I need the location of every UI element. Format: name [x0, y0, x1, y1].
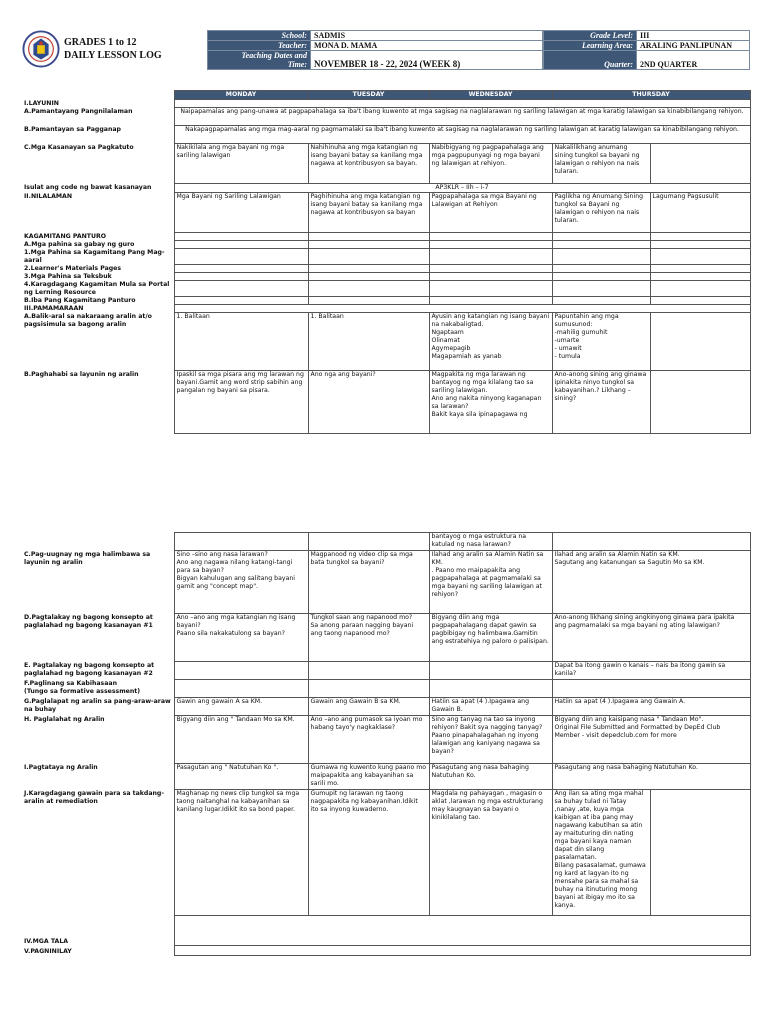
pagtalakay-1-thursday: Ano-anong likhang sining angkinyong ginawa para ipakita ang pagmamalaki sa mga bayani ng ating lalawigan? — [552, 614, 750, 662]
school-value: SADMIS — [311, 31, 543, 41]
day-thursday: THURSDAY — [552, 91, 750, 100]
label-pagtalakay-2: E. Pagtalakay ng bagong konsepto at paglalahad ng bagong kasanayan #2 — [22, 662, 174, 680]
teacher-value: MONA D. MAMA — [311, 41, 543, 51]
label-paglinang: F.Paglinang sa Kabihasaan (Tungo sa formative assessment) — [22, 680, 174, 698]
kasanayan-tuesday: Nahihinuha ang mga katangian ng isang bayani batay sa kanilang mga nagawa at kontribusyon sa bayan. — [308, 144, 429, 184]
balik-aral-wednesday: Ayusin ang katangian ng isang bayani na nakabaligtad. Ngaptaam Olinamat Agymepagib Magapamiah as yanab — [429, 313, 552, 371]
paglalapat-tuesday: Gawain ang Gawain B sa KM. — [308, 698, 429, 716]
pag-uugnay-thursday: Ilahad ang aralin sa Alamin Natin sa KM. Sagutang ang katanungan sa Sagutin Mo sa KM. — [552, 551, 750, 614]
label-teksbuk: 3.Mga Pahina sa Teksbuk — [22, 273, 174, 281]
karagdagang-gawain-thursday: Ang ilan sa ating mga mahal sa buhay tulad ni Tatay ,nanay ,ate, kuya mga kaibigan at iba pang may nagawang kabutihan sa atin ay maituturing din nating mga bayani kaya naman dapat din silang pasalamatan. Bilang pasasalamat, gumawa ng kard at lagyan ito ng mensahe para sa mahal sa buhay na itinuturing mong bayani at ibigay mo ito sa kanya. — [552, 790, 650, 916]
nilalaman-friday: Lagumang Pagsusulit — [650, 193, 750, 233]
paglalahat-tuesday: Ano –ano ang pumasok sa iyoan mo habang tayo'y nagkaklase? — [308, 716, 429, 764]
title-line-2: DAILY LESSON LOG — [64, 50, 162, 61]
kasanayan-friday — [650, 144, 750, 184]
label-pagtataya: I.Pagtataya ng Aralin — [22, 764, 174, 790]
info-table-right — [543, 30, 750, 70]
day-wednesday: WEDNESDAY — [429, 91, 552, 100]
school-label: School: — [208, 31, 311, 41]
paghahabi-monday: Ipaskil sa mga pisara ang mg larawan ng bayani.Gamit ang word strip sabihin ang pangalan ng bayani sa pisara. — [174, 371, 308, 434]
label-pagtalakay-1: D.Pagtalakay ng bagong konsepto at paglalahad ng bagong kasanayan #1 — [22, 614, 174, 662]
nilalaman-monday: Mga Bayani ng Sariling Lalawigan — [174, 193, 308, 233]
pagtalakay-1-tuesday: Tungkol saan ang napanood mo? Sa anong paraan nagging bayani ang taong napanood mo? — [308, 614, 429, 662]
balik-aral-monday: 1. Balitaan — [174, 313, 308, 371]
grade-label: Grade Level: — [544, 31, 637, 41]
karagdagang-gawain-monday: Maghanap ng news clip tungkol sa mga taong naitanghal na kabayanihan sa kanilang lugar.Idikit ito sa bond paper. — [174, 790, 308, 916]
pamantayan-pangnilalaman-text: Naipapamalas ang pang-unawa at pagpapahalaga sa iba't ibang kuwento at mga sagisag na naglalarawan ng sariling lalawigan at mga karatig lalawigan sa kinabibilangang rehiyon. — [174, 108, 750, 126]
pamantayan-pagganap-text: Nakapagpapamalas ang mga mag-aaral ng pagmamalaki sa iba't ibang kuwento at sagisag na naglalarawan ng sariling lalawigan at karatig lalawigan sa kinabibilangang rehiyon. — [174, 126, 750, 144]
pagtataya-thursday: Pasagutang ang nasa bahaging Natutuhan Ko. — [552, 764, 750, 790]
day-tuesday: TUESDAY — [308, 91, 429, 100]
label-learners-materials: 2.Learner's Materials Pages — [22, 265, 174, 273]
balik-aral-thursday: Papuntahin ang mga sumusunod: -mahilig gumuhit -umarte - umawit - tumula — [552, 313, 650, 371]
pagtalakay-2-thursday: Dapat ba itong gawin o kanais – nais ba itong gawin sa kanila? — [552, 662, 750, 680]
balik-aral-tuesday: 1. Balitaan — [308, 313, 429, 371]
pagtalakay-1-wednesday: Bigyang diin ang mga pagpapahalagang dapat gawin sa pagbibigay ng halimbawa.Gamitin ang estratehiya ng paloro o palisipan. — [429, 614, 552, 662]
paglalapat-thursday: Hatiin sa apat (4 ).Ipagawa ang Gawain A. — [552, 698, 750, 716]
label-kagamitang-mag-aaral: 1.Mga Pahina sa Kagamitang Pang Mag-aaral — [22, 249, 174, 265]
kasanayan-monday: Nakikilala ang mga bayani ng mga sariling lalawigan — [174, 144, 308, 184]
label-iba-pang-kagamitan: B.Iba Pang Kagamitang Panturo — [22, 297, 174, 305]
label-balik-aral: A.Balik-aral sa nakaraang aralin at/o pagsisimula sa bagong aralin — [22, 313, 174, 371]
paghahabi-thursday: Ano-anong sining ang ginawa ipinakita ninyo tungkol sa kabayanihan.? Likhang –sining? — [552, 371, 650, 434]
karagdagang-gawain-tuesday: Gumupit ng larawan ng taong nagpapakita ng kabayanihan.Idikit ito sa inyong kuwaderno. — [308, 790, 429, 916]
info-table-left — [207, 30, 543, 70]
karagdagang-gawain-friday — [650, 790, 750, 916]
dates-label: Teaching Dates and Time: — [208, 51, 311, 70]
label-paglalahat: H. Paglalahat ng Aralin — [22, 716, 174, 764]
competency-code: AP3KLR – IIh – i-7 — [174, 184, 750, 193]
paglalahat-wednesday: Sino ang tanyag na tao sa inyong rehiyon? Bakit sya nagging tanyag?Paano pinapahalagahan ng inyong lalawigan ang kaniyang nagawa sa bayan? — [429, 716, 552, 764]
deped-seal-icon — [22, 30, 60, 68]
paglalahat-thursday: Bigyang diin ang kaisipang nasa " Tandaan Mo". Original File Submitted and Formatted by DepEd Club Member - visit depedclub.com for more — [552, 716, 750, 764]
paghahabi-wednesday: Magpakita ng mga larawan ng bantayog ng mga kilalang tao sa sariling lalawigan. Ano ang nakita ninyong kaganapan sa larawan? Bakit kaya sila ipinapagawa ng — [429, 371, 552, 434]
label-layunin: I.LAYUNIN — [22, 100, 174, 108]
label-pamantayan-pagganap: B.Pamantayan sa Pagganap — [22, 126, 174, 144]
day-header-row — [22, 91, 750, 100]
nilalaman-wednesday: Pagpapahalaga sa mga Bayani ng Lalawigan at Rehiyon — [429, 193, 552, 233]
document-title — [64, 36, 162, 62]
paghahabi-friday — [650, 371, 750, 434]
label-pagninilay: V.PAGNINILAY — [22, 946, 174, 956]
quarter-label: Quarter: — [544, 51, 637, 70]
pag-uugnay-wednesday: Ilahad ang aralin sa Alamin Natin sa KM. . Paano mo maipapakita ang pagpapahalaga at pagmamalaki sa mga bayani ng sariling lalawigan at rehiyon? — [429, 551, 552, 614]
paglalapat-wednesday: Hatiin sa apat (4 ).Ipagawa ang Gawain B. — [429, 698, 552, 716]
label-nilalaman: II.NILALAMAN — [22, 193, 174, 233]
quarter-value: 2ND QUARTER — [637, 51, 750, 70]
lesson-log-table-page-2 — [22, 532, 751, 956]
label-kasanayan: C.Mga Kasanayan sa Pagkatuto — [22, 144, 174, 184]
kasanayan-wednesday: Nabibigyang ng pagpapahalaga ang mga pagpupunyagi ng mga bayani ng lalawigan at rehiyon. — [429, 144, 552, 184]
label-pamamaraan: III.PAMAMARAAN — [22, 305, 174, 313]
label-paglalapat: G.Paglalapat ng aralin sa pang-araw-araw na buhay — [22, 698, 174, 716]
nilalaman-thursday: Paglikha ng Anumang Sining tungkol sa Bayani ng lalawigan o rehiyon na nais tularan. — [552, 193, 650, 233]
pagtataya-wednesday: Pasagutang ang nasa bahaging Natutuhan Ko. — [429, 764, 552, 790]
teacher-label: Teacher: — [208, 41, 311, 51]
nilalaman-tuesday: Paghihinuha ang mga katangian ng isang bayani batay sa kanilang mga nagawa at kontribusyon sa bayan — [308, 193, 429, 233]
grade-value: III — [637, 31, 750, 41]
label-gabay: A.Mga pahina sa gabay ng guro — [22, 241, 174, 249]
paglalahat-monday: Bigyang diin ang " Tandaan Mo sa KM. — [174, 716, 308, 764]
paghahabi-tuesday: Ano nga ang bayani? — [308, 371, 429, 434]
kasanayan-thursday: Nakalilikhang anumang sining tungkol sa bayani ng lalawigan o rehiyon na nais tularan. — [552, 144, 650, 184]
label-code: Isulat ang code ng bawat kasanayan — [22, 184, 174, 193]
pagtataya-tuesday: Gumawa ng kuwento kung paano mo maipapakita ang kabayanihan sa sarili mo. — [308, 764, 429, 790]
pag-uugnay-tuesday: Magpanood ng video clip sa mga bata tungkol sa bayani? — [308, 551, 429, 614]
label-karagdagang-gawain: J.Karagdagang gawain para sa takdang-aralin at remediation — [22, 790, 174, 916]
area-value: ARALING PANLIPUNAN — [637, 41, 750, 51]
label-pag-uugnay: C.Pag-uugnay ng mga halimbawa sa layunin ng aralin — [22, 551, 174, 614]
balik-aral-friday — [650, 313, 750, 371]
karagdagang-gawain-wednesday: Magdala ng pahayagan , magasin o aklat ,larawan ng mga estrukturang may kaugnayan sa bayani o kinikilalang tao. — [429, 790, 552, 916]
lesson-log-table-page-1 — [22, 90, 751, 434]
day-monday: MONDAY — [174, 91, 308, 100]
page-header — [22, 30, 750, 72]
pagtalakay-1-monday: Ano –ano ang mga katangian ng isang bayani? Paano sila nakakatulong sa bayan? — [174, 614, 308, 662]
label-kagamitang-panturo: KAGAMITANG PANTURO — [22, 233, 174, 241]
area-label: Learning Area: — [544, 41, 637, 51]
continued-row-wednesday: bantayog o mga estruktura na katulad ng nasa larawan? — [429, 533, 552, 551]
dates-value: NOVEMBER 18 - 22, 2024 (WEEK 8) — [311, 51, 543, 70]
pag-uugnay-monday: Sino –sino ang nasa larawan? Ano ang nagawa nilang katangi-tangi para sa bayan? Bigyan kahulugan ang salitang bayani gamit ang "concept map". — [174, 551, 308, 614]
pagtataya-monday: Pasagutan ang " Natutuhan Ko ". — [174, 764, 308, 790]
label-pamantayan-pangnilalaman: A.Pamantayang Pangnilalaman — [22, 108, 174, 126]
title-line-1: GRADES 1 to 12 — [64, 37, 137, 48]
label-paghahabi: B.Paghahabi sa layunin ng aralin — [22, 371, 174, 434]
label-karagdagang-kagamitan: 4.Karagdagang Kagamitan Mula sa Portal ng Lerning Resource — [22, 281, 174, 297]
paglalapat-monday: Gawin ang gawain A sa KM. — [174, 698, 308, 716]
label-mga-tala: IV.MGA TALA — [22, 916, 174, 946]
